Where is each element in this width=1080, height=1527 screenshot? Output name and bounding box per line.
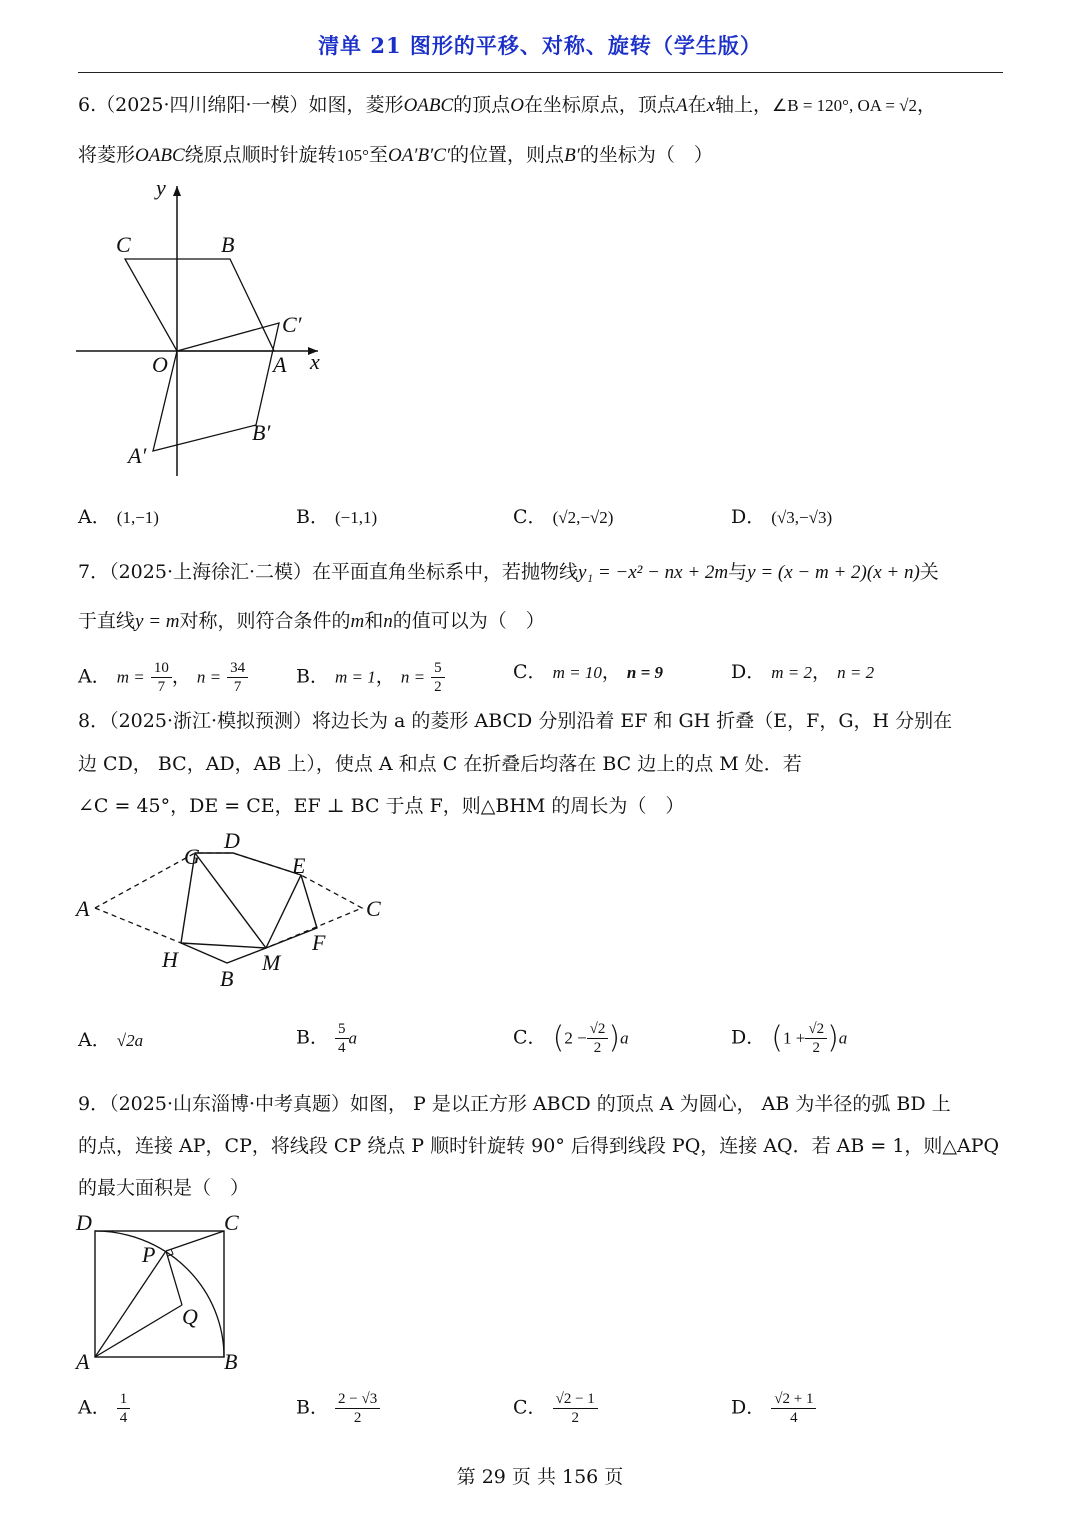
q7-stem-line1: 7．（2025·上海徐汇·二模）在平面直角坐标系中，若抛物线y₁ = −x² − nx + 2m与y = (x − m + 2)(x + n)关: [78, 561, 939, 583]
q8-label-h: H: [162, 947, 178, 972]
page-header-title: 清单 21 图形的平移、对称、旋转（学生版）: [318, 33, 762, 58]
q6-label-y: y: [156, 178, 166, 200]
q7-stem-line2: 于直线y = m对称，则符合条件的m和n的值可以为（ ）: [78, 610, 545, 632]
q8-d-fraction: $\frac{√2}{2}$: [805, 1020, 827, 1057]
q7-option-b[interactable]: B． m = 1， n = $\frac{5}{2}$: [296, 659, 445, 696]
q7-b-n-fraction: $\frac{5}{2}$: [431, 659, 445, 696]
q6-label-o: O: [152, 352, 168, 377]
q6-option-d[interactable]: D． (√3,−√3): [731, 506, 833, 528]
q6-label-a: A: [273, 352, 287, 377]
q8-b-fraction: $\frac{5}{4}$: [335, 1020, 349, 1057]
q8-label-f: F: [312, 930, 326, 955]
q8-option-d[interactable]: D． (1 + $\frac{√2}{2}$ )a: [731, 1020, 848, 1056]
q6-option-a[interactable]: A． (1,−1): [78, 506, 159, 528]
q8-stem-line1: 8．（2025·浙江·模拟预测）将边长为 a 的菱形 ABCD 分别沿着 EF 和 GH 折叠（E，F，G，H 分别在: [78, 710, 953, 732]
q9-label-b: B: [224, 1349, 238, 1373]
q8-segment-hm: [181, 943, 266, 948]
q9-label-c: C: [224, 1210, 239, 1235]
q8-option-c[interactable]: C． (2 − $\frac{√2}{2}$ )a: [513, 1020, 629, 1056]
page-footer-number: 第 29 页 共 156 页: [456, 1466, 624, 1488]
q7-a-n-fraction: $\frac{34}{7}$: [227, 659, 248, 696]
q6-figure: [70, 178, 340, 483]
q7-option-c[interactable]: C． m = 10， n = 9: [513, 661, 664, 683]
q8-option-b[interactable]: B． $\frac{5}{4}$ a: [296, 1021, 358, 1056]
q6-stem-line2: 将菱形OABC绕原点顺时针旋转105°至OA′B′C′的位置，则点B′的坐标为（ ）: [78, 144, 713, 166]
q6-y-arrow-icon: [173, 186, 181, 196]
q8-label-e: E: [292, 853, 306, 878]
q6-rhombus-oabc: [125, 259, 274, 351]
q7-a-m-fraction: $\frac{10}{7}$: [151, 659, 172, 696]
q8-label-a: A: [76, 896, 90, 921]
q8-label-c: C: [366, 896, 381, 921]
q9-stem-line1: 9．（2025·山东淄博·中考真题）如图， P 是以正方形 ABCD 的顶点 A 为圆心， AB 为半径的弧 BD 上: [78, 1093, 951, 1115]
q8-segment-gm: [195, 853, 266, 948]
q8-label-d: D: [224, 828, 240, 853]
q8-dashed-ah: [95, 908, 181, 943]
q6-label-cprime: C′: [282, 312, 302, 337]
q8-c-fraction: $\frac{√2}{2}$: [587, 1020, 609, 1057]
q8-label-g: G: [184, 844, 200, 869]
q9-option-d[interactable]: D． $\frac{√2 + 1}{4}$: [731, 1390, 816, 1427]
q8-stem-line2: 边 CD， BC，AD，AB 上），使点 A 和点 C 在折叠后均落在 BC 边上的点 M 处．若: [78, 753, 802, 775]
q6-stem-line1: 6.（2025·四川绵阳·一模）如图，菱形OABC的顶点O在坐标原点，顶点A在x轴上，∠B = 120°, OA = √2，: [78, 94, 937, 116]
q7-option-d[interactable]: D． m = 2， n = 2: [731, 661, 875, 683]
q9-d-fraction: $\frac{√2 + 1}{4}$: [771, 1390, 816, 1427]
q6-label-x: x: [310, 349, 320, 374]
q9-label-p: P: [142, 1242, 156, 1267]
q8-figure: [70, 826, 400, 996]
q6-label-c: C: [116, 232, 131, 257]
q9-stem-line3: 的最大面积是（ ）: [78, 1177, 250, 1199]
q9-label-q: Q: [182, 1304, 198, 1329]
q6-label-bprime: B′: [252, 420, 271, 445]
q9-square-abcd: [95, 1231, 224, 1357]
q9-label-a: A: [76, 1349, 90, 1373]
q8-stem-line3: ∠C = 45°，DE = CE，EF ⊥ BC 于点 F，则△BHM 的周长为（ ）: [78, 795, 685, 817]
q7-option-a[interactable]: A． m = $\frac{10}{7}$ ， n = $\frac{34}{7}$: [78, 659, 248, 696]
q9-label-d: D: [76, 1210, 92, 1235]
q9-figure: [70, 1208, 260, 1373]
q9-c-fraction: $\frac{√2 - 1}{2}$: [553, 1390, 598, 1427]
q9-b-fraction: $\frac{2 - √3}{2}$: [335, 1390, 380, 1427]
q9-segment-pq: [166, 1251, 182, 1305]
header-divider: [78, 72, 1003, 73]
q8-option-a[interactable]: A． √2a: [78, 1029, 144, 1051]
q9-option-a[interactable]: A． $\frac{1}{4}$: [78, 1390, 130, 1427]
q9-stem-line2: 的点，连接 AP，CP，将线段 CP 绕点 P 顺时针旋转 90° 后得到线段 PQ，连接 AQ．若 AB = 1，则△APQ: [78, 1135, 1000, 1157]
q6-option-c[interactable]: C． (√2,−√2): [513, 506, 614, 528]
q9-segment-aq: [95, 1305, 182, 1357]
q8-label-m: M: [262, 950, 281, 975]
q9-a-fraction: $\frac{1}{4}$: [117, 1390, 131, 1427]
q9-arc-bd: [95, 1231, 224, 1357]
q6-option-b[interactable]: B． (−1,1): [296, 506, 378, 528]
q8-label-b: B: [220, 966, 234, 991]
q9-option-b[interactable]: B． $\frac{2 - √3}{2}$: [296, 1390, 380, 1427]
q6-label-b: B: [221, 232, 235, 257]
q9-segment-pc: [166, 1231, 224, 1251]
q9-option-c[interactable]: C． $\frac{√2 - 1}{2}$: [513, 1390, 598, 1427]
q6-label-aprime: A′: [128, 443, 147, 468]
